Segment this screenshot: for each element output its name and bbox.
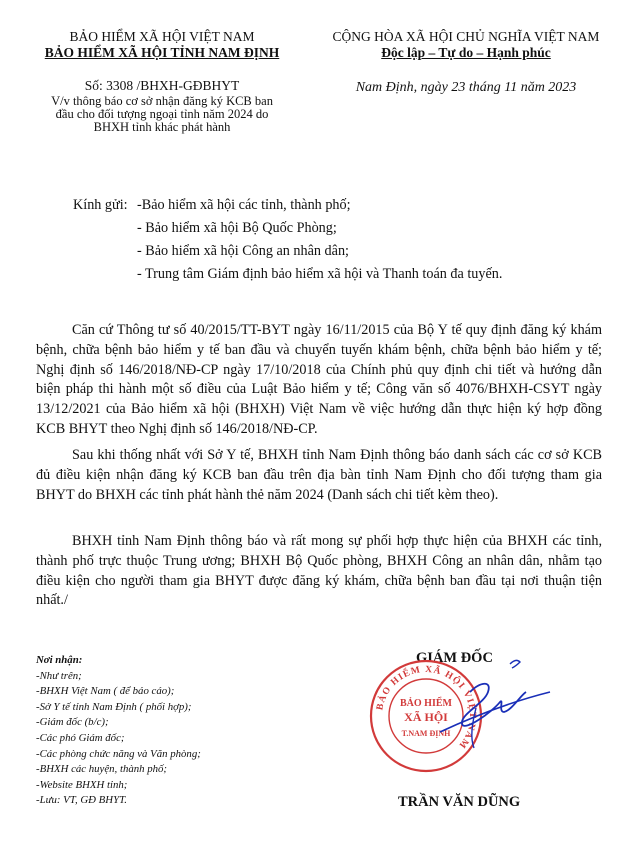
body-paragraph-2: Sau khi thống nhất với Sở Y tế, BHXH tỉnh Nam Định thông báo danh sách các cơ sở KCB đủ điều kiện nhận đăng ký KCB ban đầu trên địa bàn tỉnh Nam Định cho đối tượng tham gia BHYT do BHXH các tỉnh phát hành thẻ năm 2024 (Danh sách chi tiết kèm theo). (36, 447, 602, 503)
distribution-item: -BHXH Việt Nam ( để báo cáo); (36, 685, 175, 698)
distribution-item: -Các phòng chức năng và Văn phòng; (36, 747, 201, 760)
body-paragraph-3: BHXH tỉnh Nam Định thông báo và rất mong sự phối hợp thực hiện của BHXH các tỉnh, thành phố trực thuộc Trung ương; BHXH Bộ Quốc phòng, BHXH Công an nhân dân, nhằm tạo điều kiện cho người tham gia BHYT được đăng ký khám, chữa bệnh ban đầu tại nơi thuận tiện nhất./ (36, 533, 602, 609)
country-name: CỘNG HÒA XÃ HỘI CHỦ NGHĨA VIỆT NAM (332, 29, 600, 44)
national-motto: Độc lập – Tự do – Hạnh phúc (381, 45, 551, 60)
recipient-1: -Bảo hiểm xã hội các tỉnh, thành phố; (137, 197, 351, 213)
distribution-item: -BHXH các huyện, thành phố; (36, 763, 168, 776)
distribution-item: -Giám đốc (b/c); (36, 716, 109, 729)
handwritten-signature (400, 652, 560, 762)
distribution-item: -Lưu: VT, GĐ BHYT. (36, 794, 127, 807)
org-name: BẢO HIỂM XÃ HỘI TỈNH NAM ĐỊNH (44, 45, 280, 60)
recipient-4: - Trung tâm Giám định bảo hiểm xã hội và Thanh toán đa tuyến. (137, 266, 503, 282)
distribution-list (36, 653, 201, 809)
subject-line-3: BHXH tỉnh khác phát hành (93, 120, 231, 134)
distribution-item: -Sở Y tế tỉnh Nam Định ( phối hợp); (36, 700, 192, 713)
seal-text-2: XÃ HỘI (404, 710, 448, 724)
signer-title: GIÁM ĐỐC (416, 650, 493, 666)
body-paragraph-1: Căn cứ Thông tư số 40/2015/TT-BYT ngày 16/11/2015 của Bộ Y tế quy định đăng ký khám bệnh, chữa bệnh bảo hiểm y tế ban đầu và chuyển tuyến khám bệnh, chữa bệnh bảo hiểm y tế; Nghị định số 146/2018/NĐ-CP ngày 17/10/2018 của Chính phủ quy định chi tiết và hướng dẫn biện pháp thi hành một số điều của Luật Bảo hiểm y tế; Công văn số 4076/BHXH-CSYT ngày 13/12/2021 của Bảo hiểm xã hội (BHXH) Việt Nam về việc hướng dẫn thực hiện ký hợp đồng KCB BHYT theo Nghị định số 146/2018/NĐ-CP. (36, 322, 602, 437)
distribution-item: -Như trên; (36, 669, 82, 682)
recipient-2: - Bảo hiểm xã hội Bộ Quốc Phòng; (137, 220, 337, 236)
subject-line-2: đầu cho đối tượng ngoại tỉnh năm 2024 do (55, 107, 269, 121)
org-parent: BẢO HIỂM XÃ HỘI VIỆT NAM (69, 29, 255, 44)
distribution-item: -Website BHXH tỉnh; (36, 778, 128, 791)
seal-text-1: BẢO HIỂM (400, 698, 452, 709)
recipient-3: - Bảo hiểm xã hội Công an nhân dân; (137, 243, 349, 259)
date-line: Nam Định, ngày 23 tháng 11 năm 2023 (355, 80, 577, 95)
doc-number: Số: 3308 /BHXH-GĐBHYT (84, 78, 240, 93)
distribution-title: Nơi nhận: (36, 654, 83, 666)
recipients-label: Kính gửi: (73, 197, 128, 213)
distribution-item: -Các phó Giám đốc; (36, 731, 125, 744)
seal-ring-text: BẢO HIỂM XÃ HỘI VIỆT NAM (375, 664, 478, 751)
subject-line-1: V/v thông báo cơ sở nhận đăng ký KCB ban (51, 94, 273, 108)
seal-text-3: T.NAM ĐỊNH (401, 729, 451, 738)
signer-name: TRẦN VĂN DŨNG (398, 794, 521, 810)
